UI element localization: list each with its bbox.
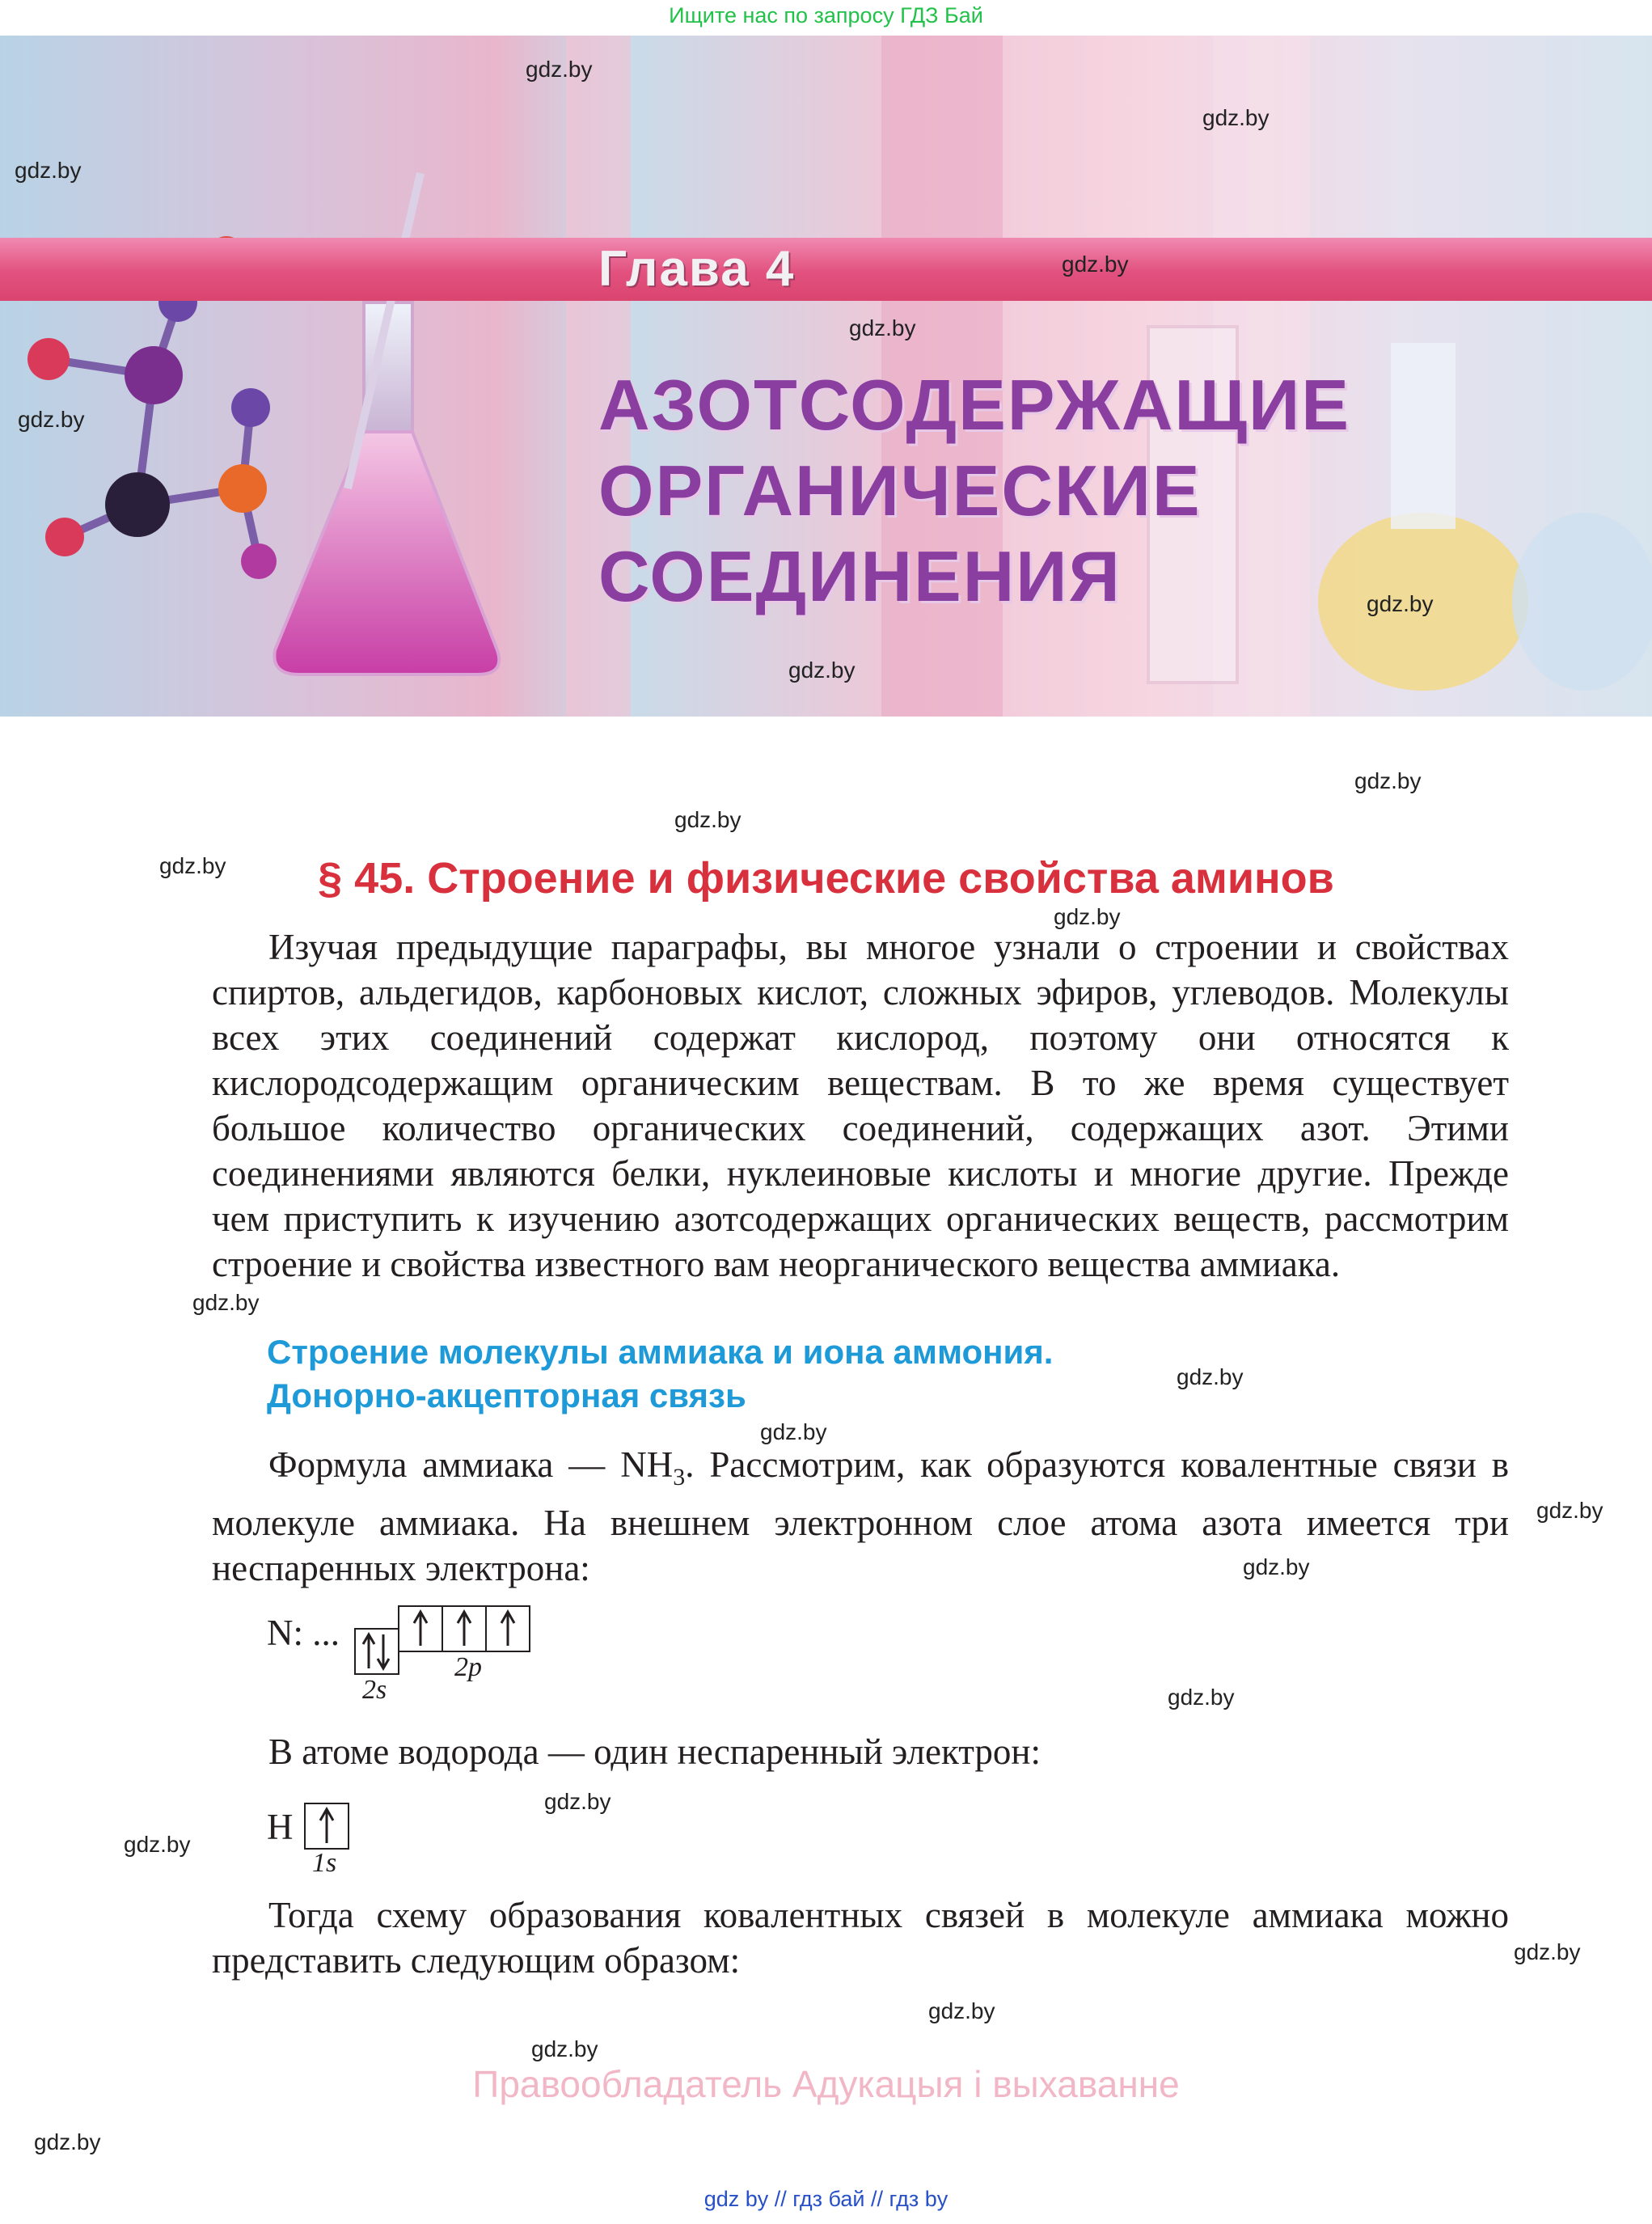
chapter-band [0, 238, 1652, 301]
orbital-2s-label: 2s [362, 1675, 387, 1705]
watermark: gdz.by [788, 657, 856, 683]
ammonia-text-end: . Рассмотрим, как образуются ковалентные связи в молекуле аммиака. На внешнем электронном слое атома азота имеется три неспаренных электрона: [212, 1444, 1510, 1588]
watermark: gdz.by [18, 407, 85, 432]
chapter-label: Глава 4 [598, 241, 796, 297]
subsection-title [267, 1330, 1053, 1418]
up-arrow-icon [443, 1607, 485, 1651]
intro-paragraph: Изучая предыдущие параграфы, вы многое узнали о строении и свойствах спиртов, альдегидов, карбоновых кислот, сложных эфиров, углеводов. Молекулы всех этих соединений содержат кислород, поэтому они относятся к кислородсодержащим органическим веществам. В то же время существует большое количество органических соединений, содержащих азот. Этими соединениями являются белки, нуклеиновые кислоты и многие другие. Прежде чем приступить к изучению азотсодержащих органических веществ, рассмотрим строение и свойства известного вам неорганического вещества аммиака. [212, 927, 1509, 1284]
watermark: gdz.by [1062, 252, 1129, 277]
footer-links: gdz by // гдз бай // гдз by [703, 2187, 949, 2211]
ammonia-paragraph [212, 1442, 1509, 1591]
paired-electrons-icon [356, 1630, 398, 1673]
watermark: gdz.by [192, 1290, 260, 1315]
hydrogen-orbital-diagram [267, 1799, 429, 1888]
copyright-notice: Правообладатель Адукацыя і выхаванне [472, 2063, 1180, 2105]
watermark: gdz.by [526, 57, 593, 82]
top-note: Ищите нас по запросу ГДЗ Бай [669, 3, 983, 27]
watermark: gdz.by [34, 2129, 101, 2154]
watermark: gdz.by [531, 2036, 598, 2061]
up-arrow-icon [306, 1804, 348, 1848]
watermark: gdz.by [1354, 768, 1422, 793]
hydrogen-label: H [267, 1807, 294, 1847]
watermark: gdz.by [1514, 1939, 1581, 1964]
chapter-title-line: СОЕДИНЕНИЯ [598, 536, 1122, 616]
watermark: gdz.by [1177, 1364, 1244, 1389]
up-arrow-icon [487, 1607, 529, 1651]
watermark: gdz.by [159, 853, 226, 878]
watermark: gdz.by [15, 158, 82, 183]
scheme-paragraph: Тогда схему образования ковалентных связей в молекуле аммиака можно представить следующим образом: [212, 1895, 1509, 1981]
ammonia-subscript: 3 [673, 1464, 686, 1490]
nitrogen-label: N: ... [267, 1613, 340, 1653]
watermark: gdz.by [928, 1998, 995, 2023]
chapter-title [598, 362, 1528, 619]
orbital-2p-label: 2p [454, 1652, 482, 1682]
chapter-title-line: АЗОТСОДЕРЖАЩИЕ [598, 365, 1350, 445]
watermark: gdz.by [760, 1419, 827, 1444]
up-arrow-icon [399, 1607, 442, 1651]
watermark: gdz.by [1168, 1685, 1235, 1710]
watermark: gdz.by [124, 1832, 191, 1857]
watermark: gdz.by [1243, 1554, 1310, 1579]
section-title: § 45. Строение и физические свойства аминов [318, 854, 1334, 903]
watermark: gdz.by [674, 807, 741, 832]
subsection-title-line: Строение молекулы аммиака и иона аммония. [267, 1333, 1054, 1371]
chapter-title-line: ОРГАНИЧЕСКИЕ [598, 450, 1202, 531]
watermark: gdz.by [1536, 1498, 1603, 1523]
orbital-2p-cell [442, 1605, 487, 1652]
hydrogen-paragraph: В атоме водорода — один неспаренный электрон: [268, 1731, 1041, 1772]
orbital-1s-label: 1s [312, 1848, 337, 1878]
nitrogen-orbital-diagram [267, 1605, 590, 1710]
subsection-title-line: Донорно-акцепторная связь [267, 1376, 746, 1414]
orbital-2s-cell [354, 1628, 399, 1675]
watermark: gdz.by [1054, 904, 1121, 929]
watermark: gdz.by [1367, 591, 1434, 616]
watermark: gdz.by [1202, 105, 1270, 130]
ammonia-text-start: Формула аммиака — NH [268, 1444, 674, 1485]
watermark: gdz.by [544, 1789, 611, 1814]
orbital-2p-cell [398, 1605, 443, 1652]
orbital-1s-cell [304, 1803, 349, 1850]
orbital-2p-cell [485, 1605, 530, 1652]
watermark: gdz.by [849, 315, 916, 340]
